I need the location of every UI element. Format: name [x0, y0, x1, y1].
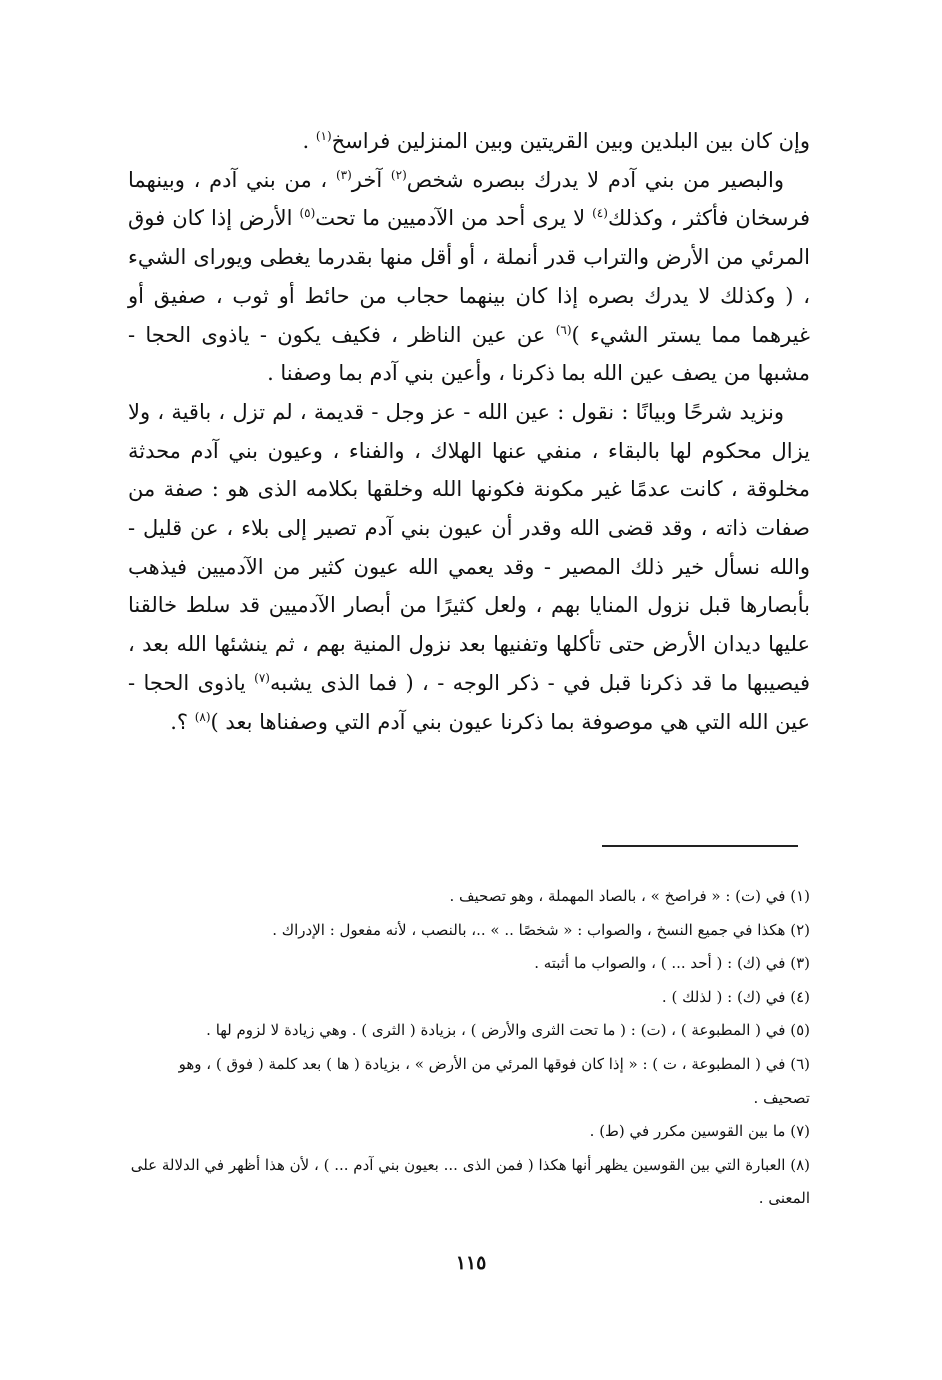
footnote-4: (٤) في (ك) : ( لذلك ) .	[661, 987, 810, 1006]
text-run: ونزيد شرحًا وبيانًا : نقول : عين الله - عز وجل - قديمة ، لم تزل ، باقية ، ولا يزال محكوم لها بالبقاء ، منفي عنها الهلاك ، والفناء ، وعيون بني آدم محدثة مخلوقة ، كانت عدمًا غير مكونة فكونها الله وخلقها بكلامه الذى هو : صفة من صفات ذاته ، وقد قضى الله وقدر أن عيون بني آدم تصير إلى بلاء ، عن قليل - والله نسأل خير ذلك المصير - وقد يعمي الله عيون كثير من الآدميين فيذهب بأبصارها قبل نزول المنايا بهم ، ولعل كثيرًا من أبصار الآدميين قد سلط خالقنا عليها ديدان الأرض حتى تأكلها وتفنيها بعد نزول المنية بهم ، ثم ينشئها الله بعد ، فيصيبها ما قد ذكرنا قبل في - ذكر الوجه - ، ( فما الذى يشبه	[128, 399, 810, 695]
footnote-5: (٥) في ( المطبوعة ) ، (ت) : ( ما تحت الثرى والأرض ) ، بزيادة ( الثرى ) . وهي زيادة لا لزوم لها .	[206, 1021, 810, 1040]
footnote-marker: (٢)	[390, 167, 407, 182]
text-run: ، من بني آدم ، وبينهما فرسخان فأكثر ، وكذلك	[128, 167, 810, 231]
text-run: والبصير من بني آدم لا يدرك ببصره شخص	[406, 167, 784, 192]
footnote-1: (١) في (ت) : « فراصخ » ، بالصاد المهملة ، وهو تصحيف .	[449, 887, 810, 905]
text-run: لا يرى أحد من الآدميين ما تحت	[315, 206, 593, 231]
main-text	[128, 122, 810, 741]
footnote-8: (٨) العبارة التي بين القوسين يظهر أنها هكذا ( فمن الذى ... بعيون بني آدم ... ) ، لأن هذا أظهر في الدلالة على المعنى .	[130, 1155, 810, 1208]
footnote-7: (٧) ما بين القوسين مكرر في (ط) .	[589, 1122, 810, 1141]
footnote-marker: (٧)	[254, 670, 270, 685]
footnote-marker: (٥)	[299, 206, 316, 221]
footnote-marker: (٤)	[592, 206, 608, 221]
text-run: ؟.	[170, 709, 195, 734]
footnotes-section	[128, 880, 810, 1216]
page-number: ١١٥	[455, 1252, 487, 1274]
text-run: .	[302, 129, 316, 153]
body-paragraph	[128, 393, 810, 741]
text-run: ياذوى الحجا - عين الله التي هي موصوفة بما ذكرنا عيون بني آدم التي وصفناها بعد )	[128, 670, 810, 734]
text-run: الأرض إذا كان فوق المرئي من الأرض والتراب قدر أنملة ، أو أقل منها بقدرما يغطى ويوراى الشيء ، ( وكذلك لا يدرك بصره إذا كان بينهما حجاب من حائط أو ثوب ، صفيق أو غيرهما مما يستر الشيء )	[128, 206, 810, 347]
text-run: آخر	[351, 167, 391, 192]
footnote-marker: (٣)	[335, 167, 352, 182]
footnote-divider	[602, 845, 798, 847]
text-run: عن عين الناظر ، فكيف يكون - ياذوى الحجا - مشبها من يصف عين الله بما ذكرنا ، وأعين بني آدم بما وصفنا .	[128, 322, 810, 386]
footnote-3: (٣) في (ك) : ( أحد ... ) ، والصواب ما أثبته .	[534, 954, 810, 973]
footnote-marker: (٦)	[555, 322, 572, 337]
footnote-2: (٢) هكذا في جميع النسخ ، والصواب : « شخصًا .. » ..، بالنصب ، لأنه مفعول : الإدراك .	[272, 920, 810, 939]
body-paragraph	[128, 161, 810, 393]
footnote-marker: (٨)	[194, 709, 211, 724]
footnote-6: (٦) في ( المطبوعة ، ت ) : « إذا كان فوقها المرئي من الأرض » ، بزيادة ( ها ) بعد كلمة ( فوق ) ، وهو تصحيف .	[178, 1054, 810, 1107]
footnote-marker: (١)	[315, 129, 332, 143]
body-paragraph	[128, 122, 810, 161]
text-run: وإن كان بين البلدين وبين القريتين وبين المنزلين فراسخ	[331, 129, 810, 153]
